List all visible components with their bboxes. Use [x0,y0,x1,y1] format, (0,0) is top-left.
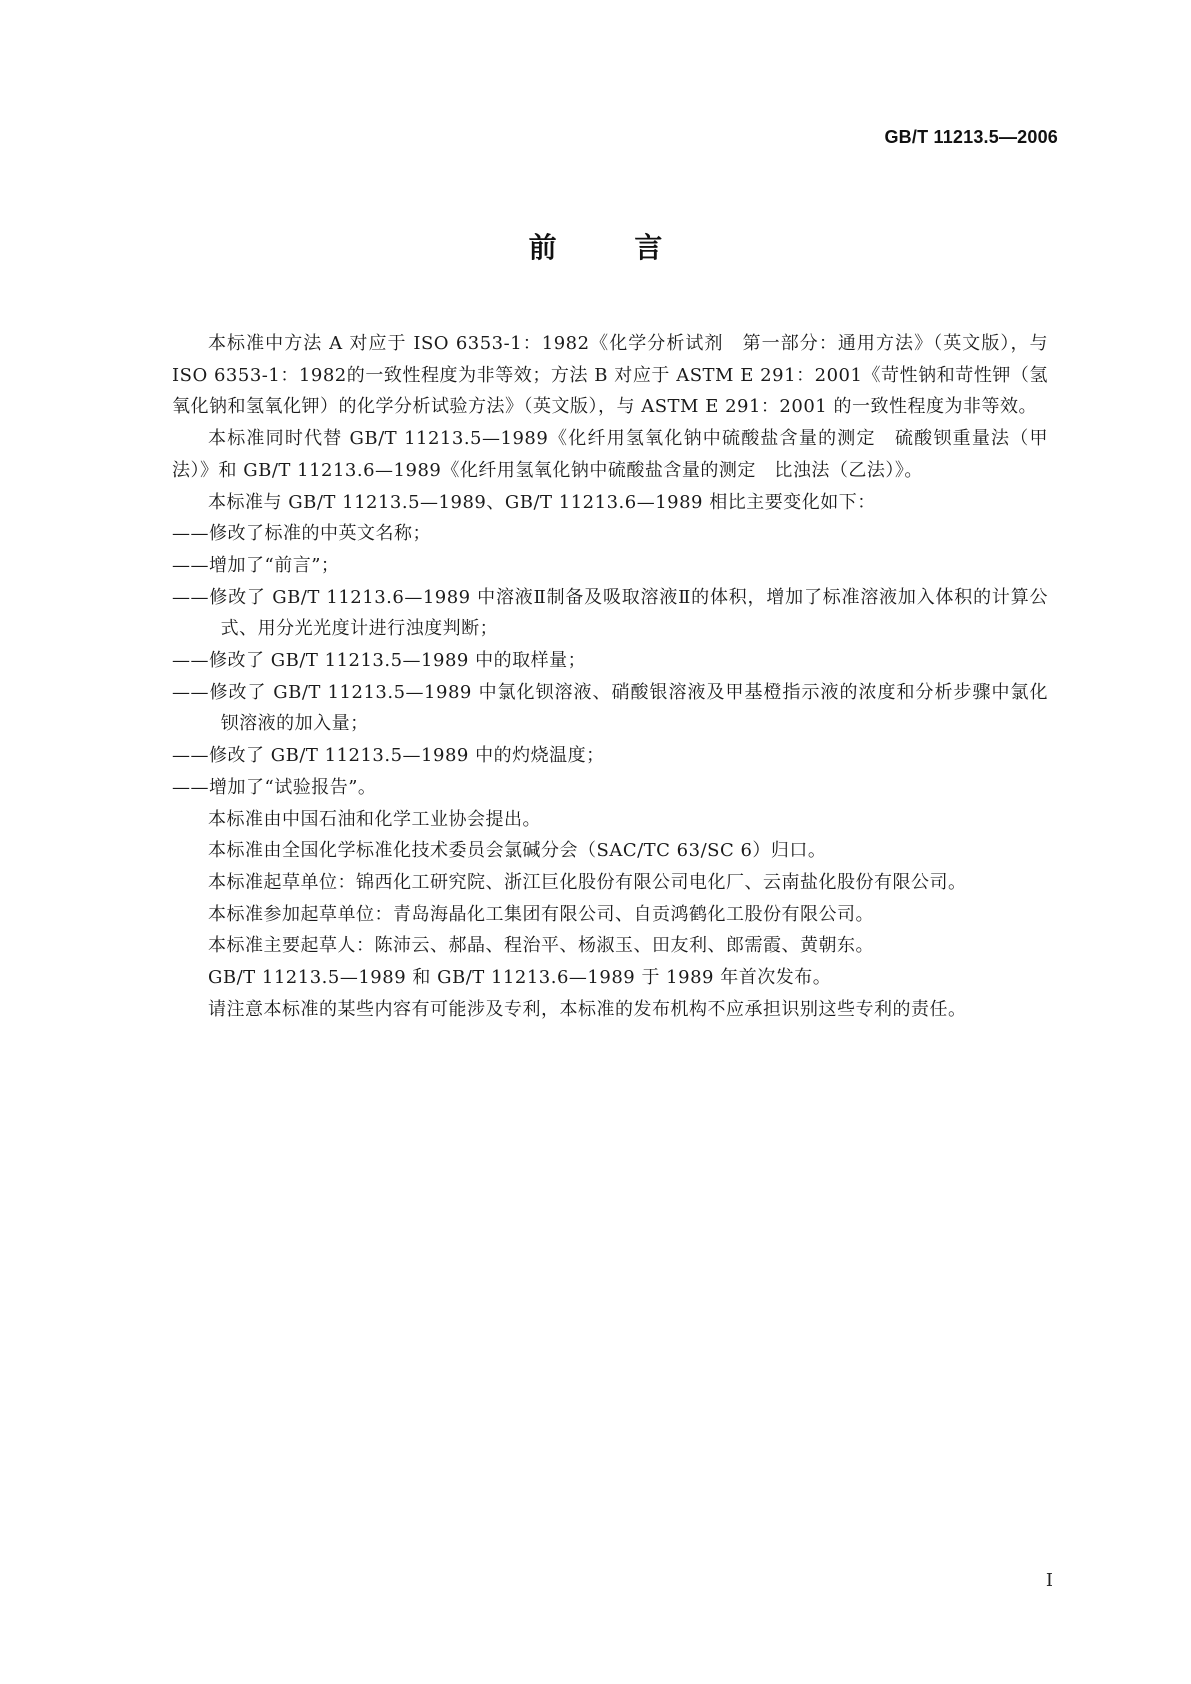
paragraph: 本标准同时代替 GB/T 11213.5—1989《化纤用氢氧化钠中硫酸盐含量的测定 硫酸钡重量法（甲法）》和 GB/T 11213.6—1989《化纤用氢氧化钠中硫酸盐含量的测定 比浊法（乙法）》。 [172,428,1048,481]
paragraph: 本标准与 GB/T 11213.5—1989、GB/T 11213.6—1989 相比主要变化如下： [208,491,876,513]
paragraph: 本标准主要起草人：陈沛云、郝晶、程治平、杨淑玉、田友利、郎需霞、黄朝东。 [208,935,874,957]
change-list-item: ——修改了标准的中英文名称； [172,523,431,545]
change-list-item: ——增加了“试验报告”。 [172,776,377,798]
paragraph: 本标准由全国化学标准化技术委员会氯碱分会（SAC/TC 63/SC 6）归口。 [208,840,827,862]
change-list-item: ——修改了 GB/T 11213.5—1989 中的取样量； [172,650,587,672]
page-number: I [1045,1570,1053,1591]
paragraph: 请注意本标准的某些内容有可能涉及专利，本标准的发布机构不应承担识别这些专利的责任。 [208,998,967,1020]
paragraph: 本标准起草单位：锦西化工研究院、浙江巨化股份有限公司电化厂、云南盐化股份有限公司。 [208,871,967,893]
paragraph: 本标准由中国石油和化学工业协会提出。 [208,808,541,830]
paragraph: 本标准中方法 A 对应于 ISO 6353-1：1982《化学分析试剂 第一部分：通用方法》（英文版），与ISO 6353-1：1982的一致性程度为非等效；方法 B 对应于 ASTM E 291：2001《苛性钠和苛性钾（氢氧化钠和氢氧化钾）的化学分析试验方法》（英文版），与 ASTM E 291：2001 的一致性程度为非等效。 [172,333,1048,418]
change-list-item: ——增加了“前言”； [172,554,340,576]
change-list-item: ——修改了 GB/T 11213.5—1989 中的灼烧温度； [172,745,605,767]
paragraph: GB/T 11213.5—1989 和 GB/T 11213.6—1989 于 1989 年首次发布。 [208,967,832,989]
paragraph: 本标准参加起草单位：青岛海晶化工集团有限公司、自贡鸿鹤化工股份有限公司。 [208,903,874,925]
change-list-item: ——修改了 GB/T 11213.5—1989 中氯化钡溶液、硝酸银溶液及甲基橙指示液的浓度和分析步骤中氯化钡溶液的加入量； [172,681,1048,735]
foreword-body [172,328,1048,1025]
change-list-item: ——修改了 GB/T 11213.6—1989 中溶液Ⅱ制备及吸取溶液Ⅱ的体积，增加了标准溶液加入体积的计算公式、用分光光度计进行浊度判断； [172,586,1048,640]
page-title: 前 言 [528,231,697,264]
standard-code: GB/T 11213.5—2006 [884,127,1058,147]
